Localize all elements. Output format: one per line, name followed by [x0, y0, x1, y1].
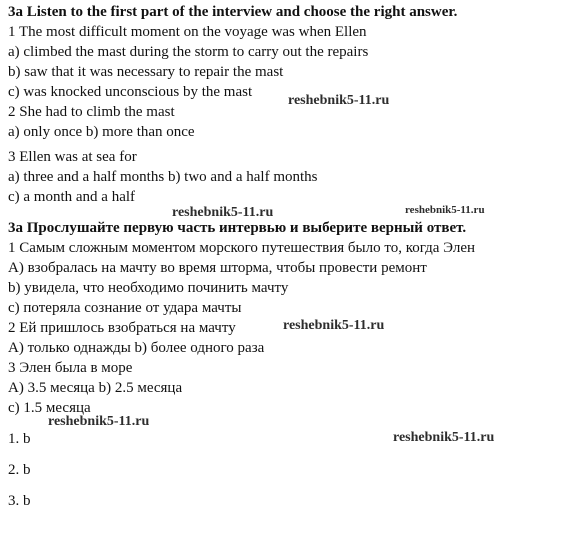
english-q1: 1 The most difficult moment on the voyage was when Ellen: [8, 24, 367, 40]
watermark: reshebnik5-11.ru: [288, 93, 390, 108]
russian-q1-option-a: A) взобралась на мачту во время шторма, чтобы провести ремонт: [8, 260, 427, 276]
russian-q3-options-ab: A) 3.5 месяца b) 2.5 месяца: [8, 380, 183, 396]
watermark: reshebnik5-11.ru: [405, 204, 485, 216]
russian-q2-options: A) только однажды b) более одного раза: [8, 340, 265, 356]
english-q2-options: a) only once b) more than once: [8, 124, 195, 140]
russian-q1-option-c: c) потеряла сознание от удара мачты: [8, 300, 242, 316]
russian-heading: 3a Прослушайте первую часть интервью и выберите верный ответ.: [8, 220, 467, 236]
watermark: reshebnik5-11.ru: [172, 205, 274, 220]
watermark: reshebnik5-11.ru: [283, 318, 385, 333]
russian-q1: 1 Самым сложным моментом морского путешествия было то, когда Элен: [8, 240, 476, 256]
english-heading: 3a Listen to the first part of the interview and choose the right answer.: [8, 4, 458, 20]
english-q1-option-a: a) climbed the mast during the storm to carry out the repairs: [8, 44, 369, 60]
answer-1: 1. b: [8, 431, 31, 447]
english-q3: 3 Ellen was at sea for: [8, 149, 137, 165]
answer-3: 3. b: [8, 493, 31, 509]
watermark: reshebnik5-11.ru: [48, 414, 150, 429]
answer-2: 2. b: [8, 462, 31, 478]
english-q3-option-c: c) a month and a half: [8, 189, 136, 205]
english-q2: 2 She had to climb the mast: [8, 104, 175, 120]
watermark: reshebnik5-11.ru: [393, 430, 495, 445]
english-q1-option-b: b) saw that it was necessary to repair the mast: [8, 64, 284, 80]
russian-q2: 2 Ей пришлось взобраться на мачту: [8, 320, 236, 336]
russian-q1-option-b: b) увидела, что необходимо починить мачту: [8, 280, 289, 296]
russian-q3: 3 Элен была в море: [8, 360, 133, 376]
english-q1-option-c: c) was knocked unconscious by the mast: [8, 84, 253, 100]
russian-q3-option-c: c) 1.5 месяца: [8, 400, 91, 416]
english-q3-options-ab: a) three and a half months b) two and a half months: [8, 169, 318, 185]
